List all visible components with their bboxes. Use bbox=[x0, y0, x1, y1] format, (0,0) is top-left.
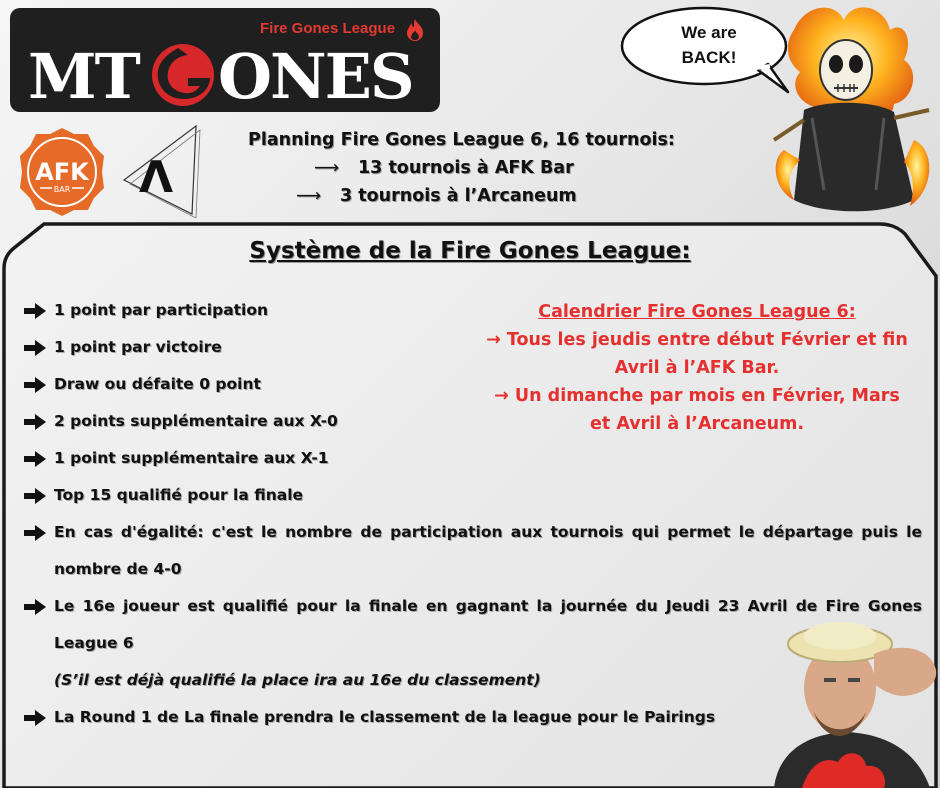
svg-text:ONES: ONES bbox=[218, 40, 413, 110]
logo-league-label: Fire Gones League bbox=[260, 20, 396, 37]
arrow-right-icon: ⟶ bbox=[314, 158, 340, 178]
arrow-bullet-icon bbox=[24, 303, 46, 319]
arrow-bullet-icon bbox=[24, 488, 46, 504]
arrow-bullet-icon bbox=[24, 377, 46, 393]
planning-section bbox=[230, 128, 710, 212]
calendar-title: Calendrier Fire Gones League 6: bbox=[538, 302, 856, 322]
rule-item: La Round 1 de La finale prendra le classement de la league pour le Pairings bbox=[24, 699, 922, 736]
mtgones-logo bbox=[10, 8, 440, 112]
arcaneum-logo bbox=[116, 122, 212, 218]
afk-logo-main: AFK bbox=[35, 158, 89, 186]
arcaneum-logo-mark: Λ bbox=[138, 152, 174, 203]
calendar-line: et Avril à l’Arcaneum. bbox=[590, 414, 804, 434]
arrow-bullet-icon bbox=[24, 451, 46, 467]
flaming-skull-character bbox=[764, 0, 940, 222]
arrow-right-icon: ⟶ bbox=[296, 186, 322, 206]
rule-item: 1 point supplémentaire aux X-1 bbox=[24, 440, 474, 477]
arrow-bullet-icon bbox=[24, 599, 46, 615]
bubble-text: We are BACK! bbox=[681, 23, 737, 67]
arrow-bullet-icon bbox=[24, 340, 46, 356]
arrow-bullet-icon bbox=[24, 414, 46, 430]
calendar-line: → Un dimanche par mois en Février, Mars bbox=[494, 386, 900, 406]
rule-note: (S’il est déjà qualifié la place ira au 16e du classement) bbox=[54, 671, 541, 689]
afk-logo-sub: BAR bbox=[53, 185, 71, 194]
rule-item: En cas d'égalité: c'est le nombre de participation aux tournois qui permet le départage puis le nombre de 4-0 bbox=[24, 514, 922, 588]
logo-wordmark bbox=[28, 40, 428, 110]
calendar-section bbox=[462, 298, 932, 438]
planning-item: ⟶ 13 tournois à AFK Bar bbox=[314, 158, 574, 178]
rule-item: Top 15 qualifié pour la finale bbox=[24, 477, 474, 514]
system-title: Système de la Fire Gones League: bbox=[249, 238, 691, 264]
rule-item: 1 point par victoire bbox=[24, 329, 474, 366]
afk-bar-logo bbox=[16, 126, 108, 218]
rule-item: 1 point par participation bbox=[24, 292, 474, 329]
svg-text:MT: MT bbox=[28, 40, 139, 110]
rule-item: Draw ou défaite 0 point bbox=[24, 366, 474, 403]
planning-title: Planning Fire Gones League 6, 16 tournois: bbox=[248, 130, 675, 150]
calendar-line: → Tous les jeudis entre début Février et fin bbox=[486, 330, 908, 350]
calendar-line: Avril à l’AFK Bar. bbox=[614, 358, 780, 378]
rule-item: Le 16e joueur est qualifié pour la finale en gagnant la journée du Jeudi 23 Avril de Fire Gones League 6 bbox=[24, 588, 922, 662]
rule-item: 2 points supplémentaire aux X-0 bbox=[24, 403, 474, 440]
planning-item: ⟶ 3 tournois à l’Arcaneum bbox=[296, 186, 577, 206]
arrow-bullet-icon bbox=[24, 525, 46, 541]
saluting-person-photo bbox=[754, 614, 940, 788]
arrow-bullet-icon bbox=[24, 710, 46, 726]
